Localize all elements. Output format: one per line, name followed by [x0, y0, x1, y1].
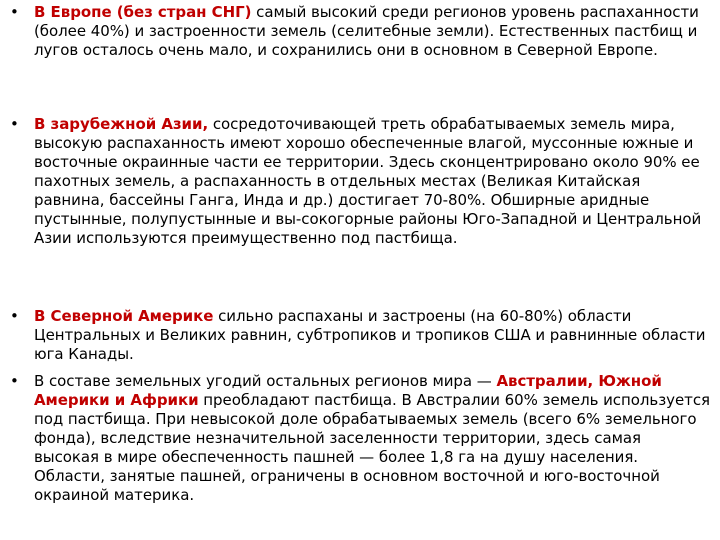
region-highlight: В Северной Америке [34, 307, 214, 325]
bullet-icon: • [10, 307, 19, 325]
item-body: сосредоточивающей треть обрабатываемых земель мира, высокую распаханность имеют хорошо обеспеченные влагой, муссонные южные и восточные окраинные части ее территории. Здесь сконцентрировано около 90% ее пахотных земель, а распаханность в отдельных местах (Великая Китайская равнина, бассейны Ганга, Инда и др.) достигает 70-80%. Обширные аридные пустынные, полупустынные и вы-сокогорные районы Юго-Западной и Центральной Азии используются преимущественно под пастбища. [34, 115, 702, 247]
bullet-icon: • [10, 372, 19, 390]
region-highlight: Австралии, Южной Америки и Африки [34, 372, 662, 409]
item-body: сильно распаханы и застроены (на 60-80%) области Центральных и Великих равнин, субтропиков и тропиков США и равнинные области юга Канады. [34, 307, 706, 363]
item-text [34, 307, 710, 364]
bullet-icon: • [10, 3, 19, 21]
region-highlight: В зарубежной Азии, [34, 115, 209, 133]
item-body-intro: В составе земельных угодий остальных регионов мира — [34, 372, 497, 390]
region-highlight: В Европе (без стран СНГ) [34, 3, 252, 21]
item-body: преобладают пастбища. В Австралии 60% земель используется под пастбища. При невысокой доле обрабатываемых земель (всего 6% земельного фонда), вследствие незначительной заселенности территории, здесь самая высокая в мире обеспеченность пашней — более 1,8 га на душу населения. Области, занятые пашней, ограничены в основном восточной и юго-восточной окраиной материка. [34, 391, 711, 504]
item-text [34, 3, 710, 60]
item-text [34, 372, 710, 505]
item-text [34, 115, 710, 248]
item-body: самый высокий среди регионов уровень распаханности (более 40%) и застроенности земель (селитебные земли). Естественных пастбищ и лугов осталось очень мало, и сохранились они в основном в Северной Европе. [34, 3, 699, 59]
bullet-icon: • [10, 115, 19, 133]
